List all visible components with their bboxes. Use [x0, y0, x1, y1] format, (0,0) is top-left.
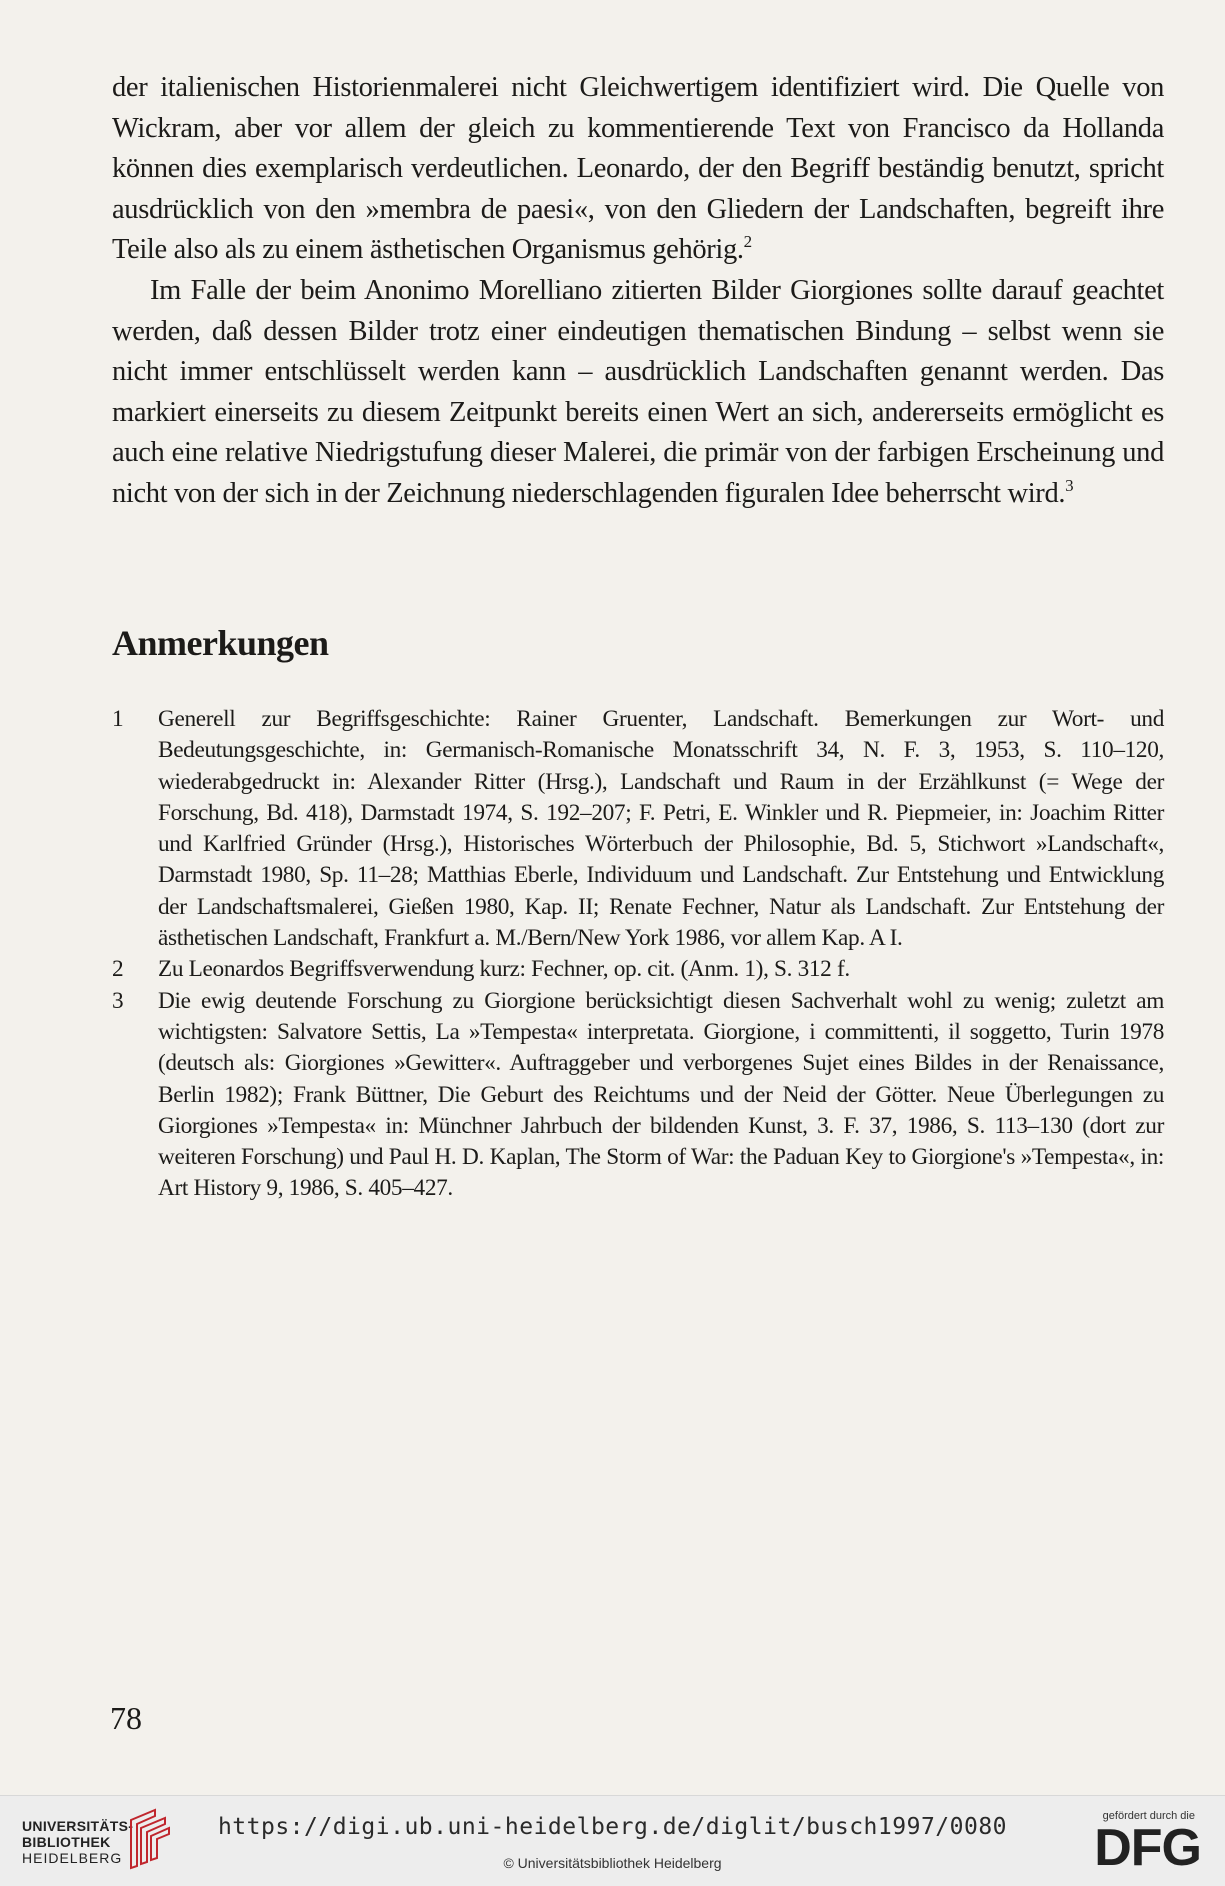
paragraph-1 [112, 68, 1164, 271]
note-item [112, 704, 1164, 954]
permalink-url[interactable]: https://digi.ub.uni-heidelberg.de/diglit/busch1997/0080 [217, 1814, 1008, 1840]
main-text [112, 68, 1164, 515]
note-text: Generell zur Begriffsgeschichte: Rainer Gruenter, Landschaft. Bemerkungen zur Wort- und Bedeutungsgeschichte, in: Germanisch-Romanische Monatsschrift 34, N. F. 3, 1953, S. 110–120, wiederabgedruckt in: Alexander Ritter (Hrsg.), Landschaft und Raum in der Erzählkunst (= Wege der Forschung, Bd. 418), Darmstadt 1974, S. 192–207; F. Petri, E. Winkler und R. Piepmeier, in: Joachim Ritter und Karlfried Gründer (Hrsg.), Historisches Wörterbuch der Philosophie, Bd. 5, Stichwort »Landschaft«, Darmstadt 1980, Sp. 11–28; Matthias Eberle, Individuum und Landschaft. Zur Entstehung und Entwicklung der Landschaftsmalerei, Gießen 1980, Kap. II; Renate Fechner, Natur als Landschaft. Zur Entstehung der ästhetischen Landschaft, Frankfurt a. M./Bern/New York 1986, vor allem Kap. A I. [158, 706, 1164, 952]
digitization-footer [0, 1795, 1225, 1886]
paragraph-2-text: Im Falle der beim Anonimo Morelliano zitierten Bilder Giorgiones sollte darauf geachtet werden, daß dessen Bilder trotz einer eindeutigen thematischen Bindung – selbst wenn sie nicht immer entschlüsselt werden kann – ausdrücklich Landschaften genannt werden. Das markiert einerseits zu diesem Zeitpunkt bereits einen Wert an sich, andererseits ermöglicht es auch eine relative Niedrigstufung dieser Malerei, die primär von der farbigen Erscheinung und nicht von der sich in der Zeichnung niederschlagenden figuralen Idee beherrscht wird. [112, 274, 1164, 509]
paragraph-2 [112, 271, 1164, 515]
note-text: Die ewig deutende Forschung zu Giorgione berücksichtigt diesen Sachverhalt wohl zu wenig; zuletzt am wichtigsten: Salvatore Settis, La »Tempesta« interpretata. Giorgione, i committenti, il soggetto, Turin 1978 (deutsch als: Giorgiones »Gewitter«. Auftraggeber und verborgenes Sujet eines Bildes in der Renaissance, Berlin 1982); Frank Büttner, Die Geburt des Reichtums und der Neid der Götter. Neue Überlegungen zu Giorgiones »Tempesta« in: Münchner Jahrbuch der bildenden Kunst, 3. F. 37, 1986, S. 113–130 (dort zur weiteren Forschung) und Paul H. D. Kaplan, The Storm of War: the Paduan Key to Giorgione's »Tempesta«, in: Art History 9, 1986, S. 405–427. [158, 987, 1164, 1202]
library-name-line3: HEIDELBERG [22, 1850, 123, 1866]
note-item [112, 954, 1164, 985]
note-number: 1 [112, 706, 124, 732]
dfg-logo[interactable]: DFG [1094, 1819, 1201, 1877]
footnote-ref-2[interactable]: 2 [743, 232, 752, 252]
dfg-subtitle: gefördert durch die [1102, 1810, 1195, 1822]
notes-heading: Anmerkungen [112, 623, 329, 663]
library-name-line1: UNIVERSITÄTS- [22, 1818, 134, 1834]
footnote-ref-3[interactable]: 3 [1065, 475, 1074, 495]
paragraph-1-text: der italienischen Historienmalerei nicht Gleichwertigem identifiziert wird. Die Quelle von Wickram, aber vor allem der gleich zu kommentierende Text von Francisco da Hollanda können dies exemplarisch verdeutlichen. Leonardo, der den Begriff beständig benutzt, spricht ausdrücklich von den »membra de paesi«, von den Gliedern der Landschaften, begreift ihre Teile also als zu einem ästhetischen Organismus gehörig. [112, 72, 1164, 266]
page-number: 78 [110, 1700, 142, 1736]
notes-list [112, 704, 1164, 1205]
copyright-notice: © Universitätsbibliothek Heidelberg [503, 1855, 722, 1871]
note-item [112, 986, 1164, 1205]
note-text: Zu Leonardos Begriffsverwendung kurz: Fechner, op. cit. (Anm. 1), S. 312 f. [158, 956, 850, 983]
note-number: 2 [112, 956, 124, 983]
library-name-line2: BIBLIOTHEK [22, 1834, 111, 1850]
note-number: 3 [112, 987, 124, 1014]
